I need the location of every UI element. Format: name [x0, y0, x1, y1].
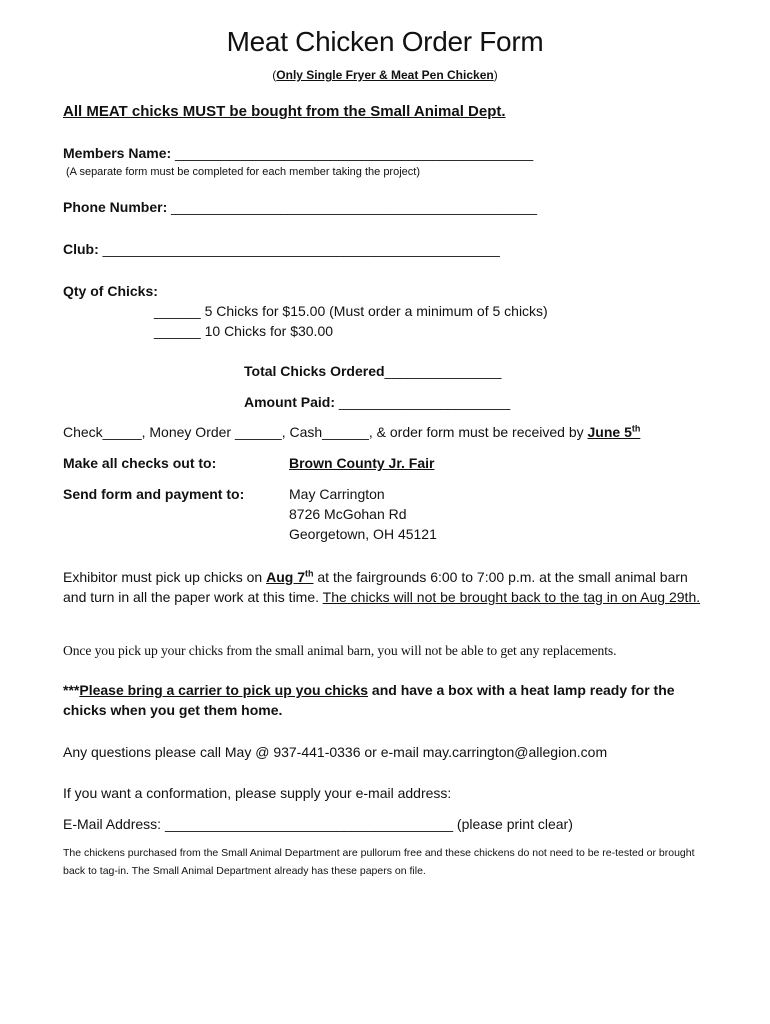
questions-text: Any questions please call May @ 937-441-0336 or e-mail may.carrington@allegion.com [63, 744, 608, 760]
phone-field[interactable]: _______________________________________________ [171, 199, 538, 215]
confirmation-text: If you want a conformation, please supply your e-mail address: [63, 785, 452, 801]
send-label: Send form and payment to: [63, 486, 245, 502]
qty-option-5[interactable]: ______ 5 Chicks for $15.00 (Must order a minimum of 5 chicks) [154, 303, 548, 319]
pickup-warning: The chicks will not be brought back to the tag in on Aug 29th. [322, 589, 701, 605]
club-field[interactable]: ___________________________________________________ [102, 241, 500, 257]
qty-label: Qty of Chicks: [63, 283, 158, 299]
carrier-paragraph: ***Please bring a carrier to pick up you chicks and have a box with a heat lamp ready for the chicks when you get them home. [63, 682, 675, 718]
pickup-paragraph: Exhibitor must pick up chicks on Aug 7th at the fairgrounds 6:00 to 7:00 p.m. at the small animal barn and turn in all the paper work at this time. The chicks will not be brought back to the tag in on Aug 29th. [63, 568, 701, 605]
total-label: Total Chicks Ordered [244, 363, 385, 379]
checks-payee: Brown County Jr. Fair [289, 455, 435, 471]
checks-label: Make all checks out to: [63, 455, 217, 471]
email-label: E-Mail Address: [63, 816, 165, 832]
payment-deadline: June 5th [587, 423, 641, 440]
email-row [63, 816, 573, 832]
club-row [63, 241, 500, 257]
club-label: Club: [63, 241, 99, 257]
total-field[interactable]: _______________ [384, 363, 502, 379]
qty-option-10[interactable]: ______ 10 Chicks for $30.00 [154, 323, 334, 339]
replacement-note: Once you pick up your chicks from the small animal barn, you will not be able to get any replacements. [63, 643, 617, 658]
footer-note: The chickens purchased from the Small Animal Department are pullorum free and these chickens do not need to be re-tested or brought back to tag-in. The Small Animal Department already has these papers on file. [63, 847, 695, 877]
send-street: 8726 McGohan Rd [289, 506, 407, 522]
page-title: Meat Chicken Order Form [226, 26, 544, 57]
members-name-label: Members Name: [63, 145, 172, 161]
members-name-field[interactable]: ______________________________________________ [175, 145, 534, 161]
subtitle-close-paren: ) [493, 68, 498, 82]
subtitle-text: Only Single Fryer & Meat Pen Chicken [276, 68, 494, 82]
phone-row [63, 199, 537, 215]
carrier-underlined: Please bring a carrier to pick up you chicks [79, 682, 369, 698]
send-name: May Carrington [289, 486, 385, 502]
payment-text: Check_____, Money Order ______, Cash______, & order form must be received by [63, 424, 588, 440]
payment-row [63, 424, 640, 440]
notice-heading: All MEAT chicks MUST be bought from the Small Animal Dept. [63, 103, 506, 120]
phone-label: Phone Number: [63, 199, 168, 215]
email-field[interactable]: _____________________________________ [164, 816, 454, 832]
pickup-date: Aug 7th [266, 568, 314, 585]
send-city: Georgetown, OH 45121 [289, 526, 437, 542]
page-subtitle [0, 68, 770, 82]
email-note: (please print clear) [453, 816, 573, 832]
total-row [244, 363, 501, 379]
subtitle-open-paren: ( [272, 68, 277, 82]
amount-field[interactable]: ______________________ [338, 394, 511, 410]
amount-label: Amount Paid: [244, 394, 335, 410]
amount-row [244, 394, 510, 410]
members-name-note: (A separate form must be completed for each member taking the project) [66, 166, 420, 178]
members-name-row [63, 145, 533, 161]
